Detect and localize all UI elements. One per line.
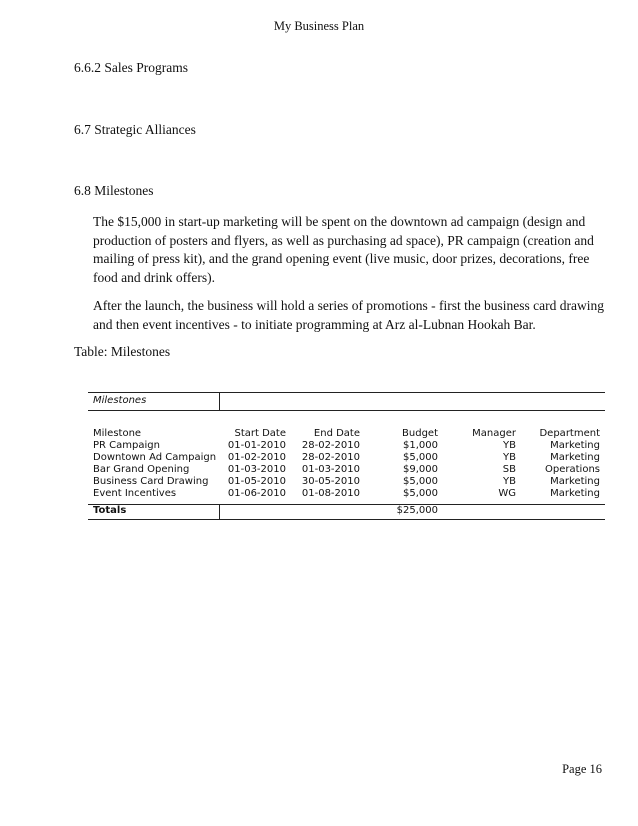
totals-label: Totals [93,505,127,516]
col-header-milestone: Milestone [93,428,142,439]
col-header-start-date: Start Date [234,428,286,439]
table-cell-start-date: 01-03-2010 [227,464,286,475]
table-cell-department: Marketing [550,488,600,499]
totals-budget: $25,000 [396,505,438,516]
table-cell-manager: WG [498,488,516,499]
table-title: Milestones [93,395,147,406]
page-number: Page 16 [562,762,602,776]
table-cell-budget: $5,000 [403,488,438,499]
table-cell-manager: YB [503,476,516,487]
table-rule-title [88,410,605,411]
table-cell-milestone: Downtown Ad Campaign [93,452,217,463]
col-header-department: Department [539,428,600,439]
table-cell-budget: $9,000 [403,464,438,475]
table-cell-manager: SB [502,464,516,475]
page-header: My Business Plan [273,19,365,33]
table-rule-top [88,392,605,393]
table-rule-totals [88,504,605,505]
table-cell-start-date: 01-01-2010 [227,440,286,451]
table-cell-department: Marketing [550,452,600,463]
col-header-manager: Manager [472,428,516,439]
table-cell-start-date: 01-06-2010 [227,488,286,499]
table-cell-milestone: Event Incentives [93,488,177,499]
paragraph-marketing-spend: The $15,000 in start-up marketing will be spent on the downtown ad campaign (design and production of posters and flyers, as well as purchasing ad space), PR campaign (creation and mailing of press kit), and the grand opening event (live music, door prizes, decorations, free food and drink offers). [93,214,594,285]
table-caption: Table: Milestones [74,344,171,359]
table-cell-end-date: 30-05-2010 [301,476,360,487]
table-cell-department: Marketing [550,476,600,487]
table-cell-budget: $5,000 [403,452,438,463]
heading-strategic-alliances: 6.7 Strategic Alliances [74,122,196,137]
table-cell-department: Operations [545,464,600,475]
col-header-budget: Budget [402,428,438,439]
table-cell-end-date: 28-02-2010 [301,440,360,451]
table-cell-start-date: 01-02-2010 [227,452,286,463]
col-header-end-date: End Date [313,428,360,439]
table-cell-milestone: PR Campaign [93,440,160,451]
table-cell-budget: $5,000 [403,476,438,487]
table-cell-budget: $1,000 [403,440,438,451]
milestones-table [88,392,605,520]
heading-sales-programs: 6.6.2 Sales Programs [74,60,188,75]
table-divider-title [219,392,220,410]
table-cell-start-date: 01-05-2010 [227,476,286,487]
table-cell-end-date: 01-08-2010 [301,488,360,499]
table-cell-milestone: Business Card Drawing [93,476,209,487]
heading-milestones: 6.8 Milestones [74,183,154,198]
paragraph-promotions: After the launch, the business will hold a series of promotions - first the business card drawing and then event incentives - to initiate programming at Arz al-Lubnan Hookah Bar. [93,298,605,332]
table-divider-totals [219,504,220,519]
table-cell-department: Marketing [550,440,600,451]
table-cell-manager: YB [503,440,516,451]
table-cell-milestone: Bar Grand Opening [93,464,190,475]
table-cell-end-date: 01-03-2010 [301,464,360,475]
table-cell-manager: YB [503,452,516,463]
table-rule-bottom [88,519,605,520]
table-cell-end-date: 28-02-2010 [301,452,360,463]
